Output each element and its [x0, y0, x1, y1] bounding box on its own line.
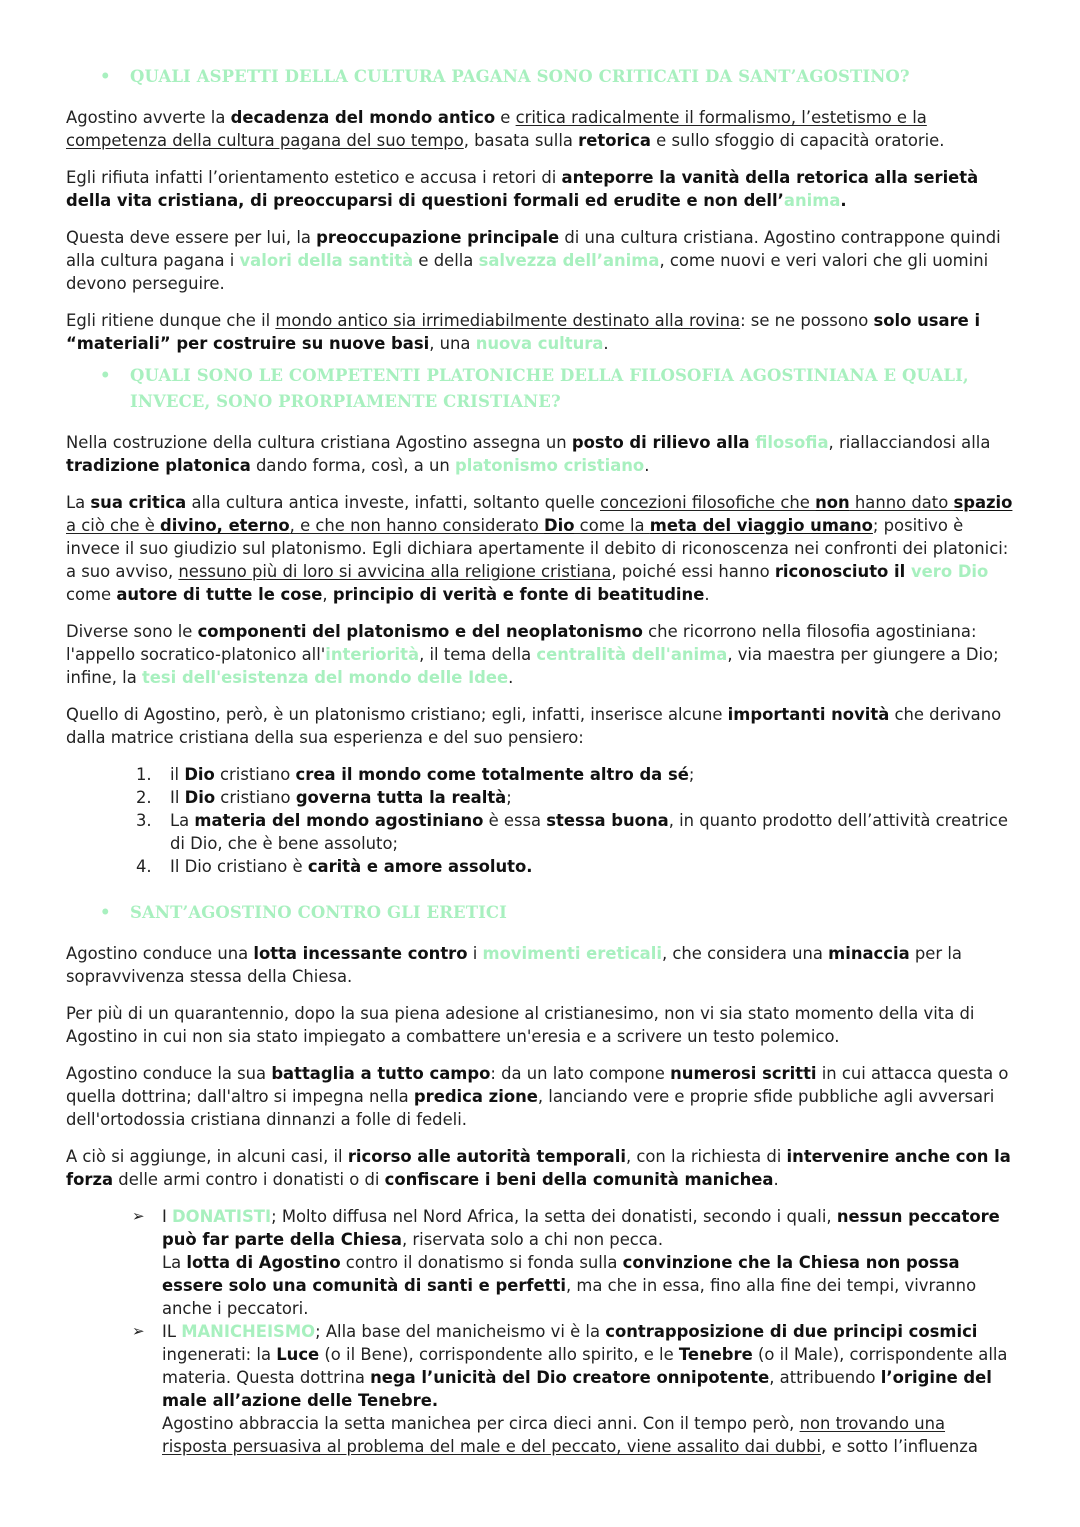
bold-text: nega l’unicità del Dio creatore onnipotente [370, 1368, 770, 1387]
highlighted-keyword: centralità dell'anima [536, 645, 728, 664]
highlighted-keyword: interiorità [325, 645, 420, 664]
highlighted-keyword: movimenti ereticali [482, 944, 662, 963]
highlighted-keyword: vero Dio [910, 562, 989, 581]
paragraph: Egli ritiene dunque che il mondo antico sia irrimediabilmente destinato alla rovina: se ne possono solo usare i “materiali” per costruire su nuove basi, una nuova cultura. [66, 311, 981, 353]
paragraph: Egli rifiuta infatti l’orientamento estetico e accusa i retori di anteporre la vanità della retorica alla serietà della vita cristiana, di preoccuparsi di questioni formali ed erudite e non dell’anima. [66, 168, 979, 210]
paragraph: Nella costruzione della cultura cristiana Agostino assegna un posto di rilievo alla filosofia, riallacciandosi alla tradizione platonica dando forma, così, a un platonismo cristiano. [66, 433, 991, 475]
bold-text: Luce [276, 1345, 320, 1364]
list-number: 3. [136, 811, 152, 830]
underlined-text: come la [574, 516, 650, 535]
bold-text: Dio [184, 765, 215, 784]
arrow-item-text: IL MANICHEISMO; Alla base del manicheismo vi è la contrapposizione di due principi cosmici ingenerati: la Luce (o il Bene), corrispondente allo spirito, e le Tenebre (o il Male), corrispondente alla materia. Questa dottrina nega l’unicità del Dio creatore onnipotente, attribuendo l’origine del male all’azione delle Tenebre. Agostino abbraccia la setta manichea per circa dieci anni. Con il tempo però, non trovando una risposta persuasiva al problema del male e del peccato, viene assalito dai dubbi, e sotto l’influenza [162, 1322, 1008, 1456]
bold-text: importanti novità [727, 705, 890, 724]
underlined-text: , e che non hanno considerato [289, 516, 544, 535]
bold-underlined-text: divino, eterno [160, 516, 290, 535]
bold-text: predica zione [413, 1087, 538, 1106]
paragraph: Quello di Agostino, però, è un platonismo cristiano; egli, infatti, inserisce alcune importanti novità che derivano dalla matrice cristiana della sua esperienza e del suo pensiero: [66, 705, 1002, 747]
bold-text: tradizione platonica [66, 456, 251, 475]
bold-text: carità e amore assoluto. [307, 857, 533, 876]
bold-text: principio di verità e fonte di beatitudine [332, 585, 705, 604]
bold-text: crea il mondo come totalmente altro da sé [295, 765, 689, 784]
highlighted-keyword: salvezza dell’anima [478, 251, 660, 270]
bold-text: anteporre la vanità della retorica alla serietà della vita cristiana, di preoccuparsi di questioni formali ed erudite e non dell’ [66, 168, 979, 210]
bold-text: posto di rilievo alla [571, 433, 756, 452]
bold-text: convinzione che la Chiesa non possa essere solo una comunità di santi e perfetti [162, 1253, 960, 1295]
bold-underlined-text: Dio [543, 516, 575, 535]
bold-text: contrapposizione di due principi cosmici [605, 1322, 978, 1341]
list-number: 4. [136, 857, 152, 876]
highlighted-keyword: anima [783, 191, 841, 210]
bold-underlined-text: spazio [953, 493, 1013, 512]
bold-text: governa tutta la realtà [295, 788, 507, 807]
bold-text: materia del mondo agostiniano [194, 811, 484, 830]
arrow-bullet-icon: ➢ [132, 1322, 145, 1340]
bold-text: battaglia a tutto campo [271, 1064, 491, 1083]
paragraph: Diverse sono le componenti del platonismo e del neoplatonismo che ricorrono nella filosofia agostiniana: l'appello socratico-platonico all'interiorità, il tema della centralità dell'anima, via maestra per giungere a Dio; infine, la tesi dell'esistenza del mondo delle Idee. [66, 622, 999, 687]
bold-text: lotta di Agostino [186, 1253, 341, 1272]
bold-text: autore di tutte le cose [116, 585, 323, 604]
bullet-icon: • [100, 67, 111, 86]
underlined-text: a ciò che è [66, 516, 161, 535]
bold-text: nessun peccatore può far parte della Chiesa [162, 1207, 1000, 1249]
list-item [136, 855, 1014, 878]
heading-text: QUALI SONO LE COMPETENTI PLATONICHE DELLA FILOSOFIA AGOSTINIANA E QUALI, INVECE, SONO PRORPIAMENTE CRISTIANE? [130, 366, 969, 411]
arrow-list-item [132, 1320, 1014, 1458]
bold-text: . [840, 191, 847, 210]
paragraph: A ciò si aggiunge, in alcuni casi, il ricorso alle autorità temporali, con la richiesta di intervenire anche con la forza delle armi contro i donatisti o di confiscare i beni della comunità manichea. [66, 1147, 1011, 1189]
bold-text: confiscare i beni della comunità manichea [384, 1170, 774, 1189]
section-heading [66, 900, 1014, 926]
highlighted-keyword: nuova cultura [475, 334, 604, 353]
paragraph: Agostino conduce la sua battaglia a tutto campo: da un lato compone numerosi scritti in cui attacca questa o quella dottrina; dall'altro si impegna nella predica zione, lanciando vere e proprie sfide pubbliche agli avversari dell'ortodossia cristiana dinnanzi a folle di fedeli. [66, 1064, 1009, 1129]
underlined-text: hanno dato [849, 493, 954, 512]
list-item-text: Il Dio cristiano è carità e amore assoluto. [170, 857, 533, 876]
bold-text: intervenire anche con la forza [66, 1147, 1011, 1189]
bold-text: decadenza del mondo antico [230, 108, 496, 127]
underlined-text: nessuno più di loro si avvicina alla religione cristiana [178, 562, 612, 581]
highlighted-keyword: DONATISTI [172, 1207, 272, 1226]
bold-underlined-text: non [815, 493, 850, 512]
bold-text: preoccupazione principale [316, 228, 560, 247]
bold-text: riconosciuto il [774, 562, 911, 581]
highlighted-keyword: filosofia [755, 433, 829, 452]
numbered-list [66, 763, 1014, 878]
list-item [136, 763, 1014, 786]
bold-text: l’origine del male all’azione delle Tenebre. [162, 1368, 992, 1410]
bold-text: minaccia [828, 944, 910, 963]
arrow-list-item [132, 1205, 1014, 1320]
list-item [136, 786, 1014, 809]
heading-text: QUALI ASPETTI DELLA CULTURA PAGANA SONO CRITICATI DA SANT’AGOSTINO? [130, 67, 910, 86]
heading-text: SANT’AGOSTINO CONTRO GLI ERETICI [130, 903, 507, 922]
bold-text: Tenebre [678, 1345, 753, 1364]
bold-text: Dio [184, 788, 216, 807]
bullet-icon: • [100, 366, 111, 385]
bold-text: numerosi scritti [670, 1064, 817, 1083]
list-number: 1. [136, 765, 152, 784]
bold-text: componenti del platonismo e del neoplatonismo [197, 622, 643, 641]
bold-text: retorica [578, 131, 651, 150]
bold-text: ricorso alle autorità temporali [347, 1147, 626, 1166]
highlighted-keyword: MANICHEISMO [181, 1322, 316, 1341]
bold-text: lotta incessante contro [253, 944, 468, 963]
paragraph: Per più di un quarantennio, dopo la sua piena adesione al cristianesimo, non vi sia stato momento della vita di Agostino in cui non sia stato impiegato a combattere un'eresia e a scrivere un testo polemico. [66, 1004, 975, 1046]
bullet-icon: • [100, 903, 111, 922]
section-heading [66, 64, 1014, 90]
arrow-bullet-icon: ➢ [132, 1207, 145, 1225]
highlighted-keyword: valori della santità [239, 251, 414, 270]
list-number: 2. [136, 788, 152, 807]
bold-text: stessa buona [546, 811, 669, 830]
list-item-text: La materia del mondo agostiniano è essa stessa buona, in quanto prodotto dell’attività creatrice di Dio, che è bene assoluto; [170, 811, 1009, 853]
list-item-text: Il Dio cristiano governa tutta la realtà; [170, 788, 512, 807]
underlined-text: non trovando una risposta persuasiva al problema del male e del peccato, viene assalito dai dubbi [162, 1414, 946, 1456]
highlighted-keyword: tesi dell'esistenza del mondo delle Idee [141, 668, 509, 687]
paragraph: Questa deve essere per lui, la preoccupazione principale di una cultura cristiana. Agostino contrappone quindi alla cultura pagana i valori della santità e della salvezza dell’anima, come nuovi e veri valori che gli uomini devono perseguire. [66, 228, 1001, 293]
list-item [136, 809, 1014, 855]
underlined-text: mondo antico sia irrimediabilmente destinato alla rovina [275, 311, 741, 330]
arrow-item-text: I DONATISTI; Molto diffusa nel Nord Africa, la setta dei donatisti, secondo i quali, nessun peccatore può far parte della Chiesa, riservata solo a chi non pecca. La lotta di Agostino contro il donatismo si fonda sulla convinzione che la Chiesa non possa essere solo una comunità di santi e perfetti, ma che in essa, fino alla fine dei tempi, vivranno anche i peccatori. [162, 1207, 1000, 1318]
bold-underlined-text: meta del viaggio umano [649, 516, 873, 535]
arrow-list [66, 1205, 1014, 1458]
paragraph: La sua critica alla cultura antica investe, infatti, soltanto quelle concezioni filosofiche che non hanno dato spazio a ciò che è divino, eterno, e che non hanno considerato Dio come la meta del viaggio umano; positivo è invece il suo giudizio sul platonismo. Egli dichiara apertamente il debito di riconoscenza nei confronti dei platonici: a suo avviso, nessuno più di loro si avvicina alla religione cristiana, poiché essi hanno riconosciuto il vero Dio come autore di tutte le cose, principio di verità e fonte di beatitudine. [66, 493, 1013, 604]
highlighted-keyword: platonismo cristiano [454, 456, 645, 475]
list-item-text: il Dio cristiano crea il mondo come totalmente altro da sé; [170, 765, 695, 784]
paragraph: Agostino avverte la decadenza del mondo antico e critica radicalmente il formalismo, l’estetismo e la competenza della cultura pagana del suo tempo, basata sulla retorica e sullo sfoggio di capacità oratorie. [66, 108, 945, 150]
paragraph: Agostino conduce una lotta incessante contro i movimenti ereticali, che considera una minaccia per la sopravvivenza stessa della Chiesa. [66, 944, 962, 986]
underlined-text: concezioni filosofiche che [600, 493, 816, 512]
section-heading [66, 363, 1014, 415]
bold-text: sua critica [90, 493, 187, 512]
bold-text: solo usare i “materiali” per costruire su nuove basi [66, 311, 981, 353]
underlined-text: critica radicalmente il formalismo, l’estetismo e la competenza della cultura pagana del suo tempo [66, 108, 927, 150]
